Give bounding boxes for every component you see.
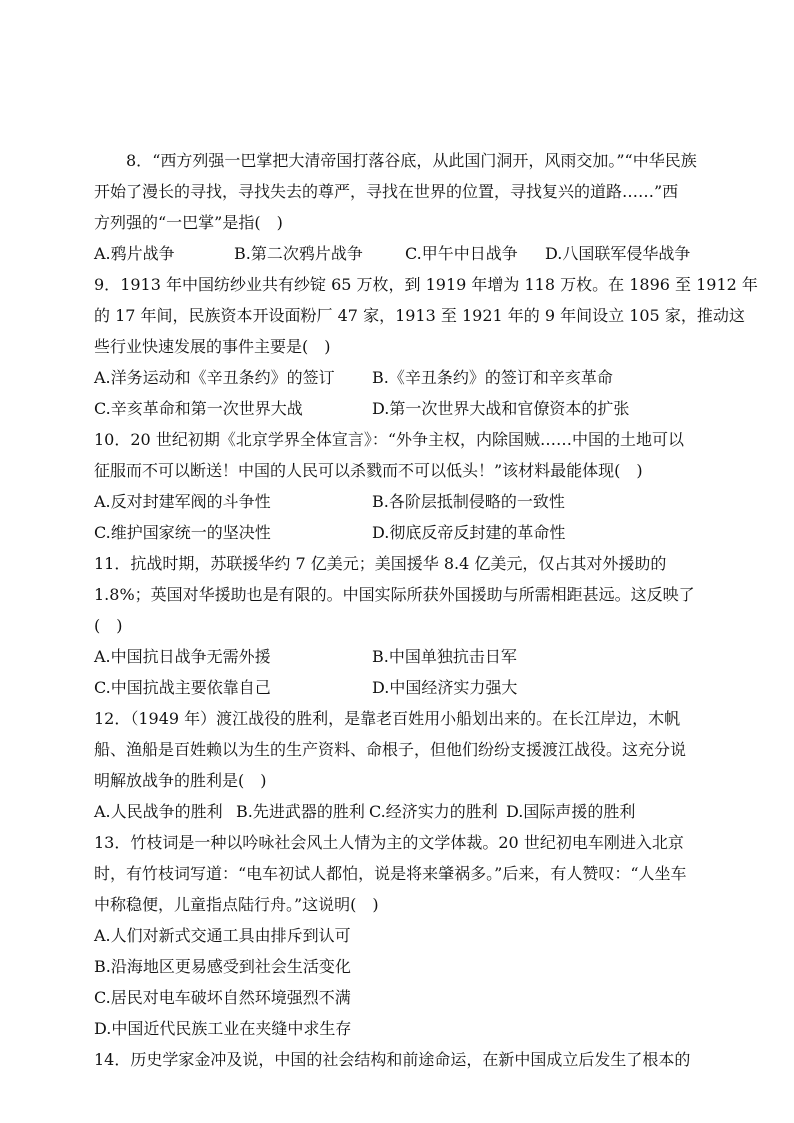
question-14-line-1: 14．历史学家金冲及说，中国的社会结构和前途命运，在新中国成立后发生了根本的 <box>94 1050 691 1069</box>
question-9-options-row-2 <box>94 399 629 419</box>
question-9-line-1: 9．1913 年中国纺纱业共有纱锭 65 万枚，到 1919 年增为 118 万枚。在 1896 至 1912 年 <box>94 275 758 294</box>
question-13-option-b: B.沿海地区更易感受到社会生活变化 <box>94 957 351 976</box>
question-10-line-2: 征服而不可以断送！中国的人民可以杀戮而不可以低头！”该材料最能体现( ) <box>94 461 643 480</box>
question-12-options <box>94 802 635 822</box>
option-b: B.各阶层抵制侵略的一致性 <box>372 492 565 511</box>
question-9-number: 9． <box>94 275 121 294</box>
option-c: C.中国抗战主要依靠自己 <box>94 678 271 697</box>
question-10-options-row-2 <box>94 523 565 543</box>
option-d: D.中国经济实力强大 <box>372 678 518 697</box>
question-9-line-3: 些行业快速发展的事件主要是( ) <box>94 337 331 356</box>
option-d: D.八国联军侵华战争 <box>545 244 691 263</box>
question-9-line-2: 的 17 年间，民族资本开设面粉厂 47 家，1913 至 1921 年的 9 年间设立 105 家，推动这 <box>94 306 745 325</box>
question-11-number: 11． <box>94 554 131 573</box>
question-12-line-2: 船、渔船是百姓赖以为生的生产资料、命根子，但他们纷纷支援渡江战役。这充分说 <box>94 740 687 759</box>
question-10-line-1: 10．20 世纪初期《北京学界全体宣言》：“外争主权，内除国贼……中国的土地可以 <box>94 430 685 449</box>
question-11-line-3: ( ) <box>94 616 123 635</box>
option-b: B.先进武器的胜利 <box>236 802 365 821</box>
option-c: C.辛亥革命和第一次世界大战 <box>94 399 303 418</box>
option-d: D.国际声援的胜利 <box>506 802 636 821</box>
option-a: A.鸦片战争 <box>94 244 175 263</box>
option-b: B.中国单独抗击日军 <box>372 647 517 666</box>
question-11-options-row-2 <box>94 678 517 698</box>
question-12-line-3: 明解放战争的胜利是( ) <box>94 771 267 790</box>
option-b: B.第二次鸦片战争 <box>234 244 363 263</box>
question-8-line-2: 开始了漫长的寻找，寻找失去的尊严，寻找在世界的位置，寻找复兴的道路……”西 <box>94 182 679 201</box>
question-13-line-1: 13．竹枝词是一种以吟咏社会风土人情为主的文学体裁。20 世纪初电车刚进入北京 <box>94 833 684 852</box>
option-b: B.《辛丑条约》的签订和辛亥革命 <box>372 368 613 387</box>
question-13-option-a: A.人们对新式交通工具由排斥到认可 <box>94 926 351 945</box>
question-11-line-1: 11．抗战时期，苏联援华约 7 亿美元；美国援华 8.4 亿美元，仅占其对外援助的 <box>94 554 667 573</box>
question-13-option-c: C.居民对电车破坏自然环境强烈不满 <box>94 988 351 1007</box>
option-d: D.第一次世界大战和官僚资本的扩张 <box>372 399 630 418</box>
option-a: A.人民战争的胜利 <box>94 802 223 821</box>
question-14-number: 14． <box>94 1050 131 1069</box>
question-8-line-1: 8．“西方列强一巴掌把大清帝国打落谷底，从此国门洞开，风雨交加。”“中华民族 <box>126 151 697 170</box>
question-13-option-d: D.中国近代民族工业在夹缝中求生存 <box>94 1019 352 1038</box>
question-13-line-3: 中称稳便，儿童指点陆行舟。”这说明( ) <box>94 895 379 914</box>
question-10-options-row-1 <box>94 492 565 512</box>
option-c: C.甲午中日战争 <box>405 244 518 263</box>
option-a: A.反对封建军阀的斗争性 <box>94 492 271 511</box>
question-11-line-2: 1.8%；英国对华援助也是有限的。中国实际所获外国援助与所需相距甚远。这反映了 <box>94 585 695 604</box>
question-9-options-row-1 <box>94 368 613 388</box>
option-c: C.维护国家统一的坚决性 <box>94 523 271 542</box>
question-8-options <box>94 244 690 264</box>
question-10-number: 10． <box>94 430 131 449</box>
question-8-line-3: 方列强的“一巴掌”是指( ) <box>94 213 283 232</box>
question-12-line-1: 12．（1949 年）渡江战役的胜利，是靠老百姓用小船划出来的。在长江岸边，木帆 <box>94 709 681 728</box>
question-11-options-row-1 <box>94 647 517 667</box>
option-a: A.中国抗日战争无需外援 <box>94 647 271 666</box>
option-d: D.彻底反帝反封建的革命性 <box>372 523 566 542</box>
question-13-line-2: 时，有竹枝词写道：“电车初试人都怕，说是将来肇祸多。”后来，有人赞叹：“人坐车 <box>94 864 687 883</box>
option-a: A.洋务运动和《辛丑条约》的签订 <box>94 368 335 387</box>
option-c: C.经济实力的胜利 <box>369 802 498 821</box>
question-13-number: 13． <box>94 833 131 852</box>
question-8-number: 8． <box>126 151 153 170</box>
question-12-number: 12． <box>94 709 131 728</box>
